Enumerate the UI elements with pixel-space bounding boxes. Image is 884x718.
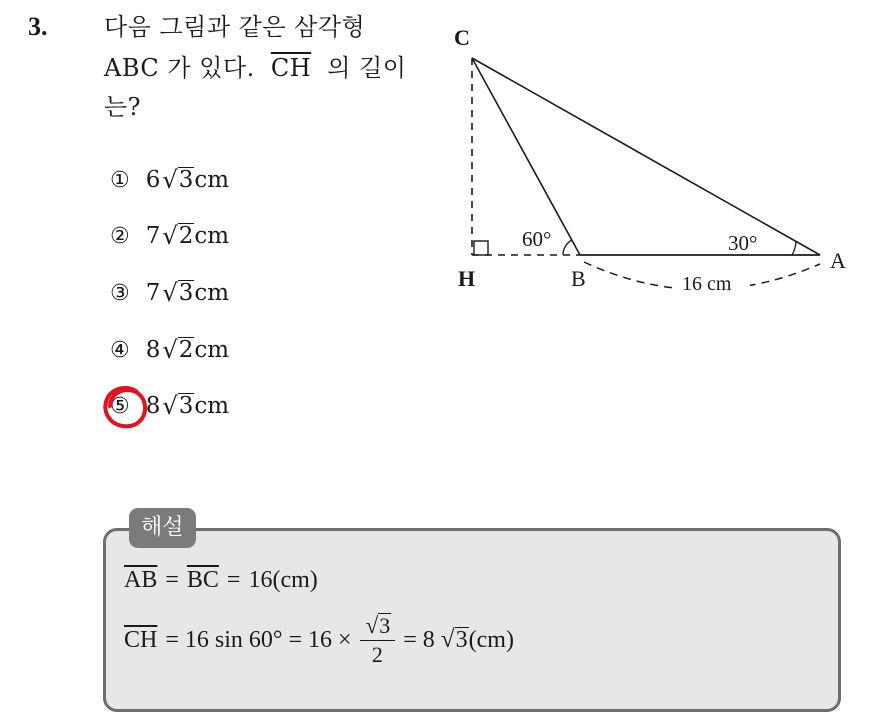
triangle-figure [446,18,856,308]
vertex-label-h: H [458,266,476,291]
question-text-line2 [104,51,406,85]
question-number: 3. [28,12,48,41]
choice-mark: ④ [110,337,130,363]
explanation-tag: 해설 [129,508,196,548]
segment-ch: $\overline{CH}$ [124,626,158,653]
vertex-label-a: A [830,248,846,273]
choice-coef: 8 [145,337,161,363]
equals-sign: = [165,567,179,593]
side-cb [472,58,580,255]
angle-label-a: 30° [728,231,758,255]
choice-coef: 7 [145,223,161,249]
choice-unit: cm [194,223,230,249]
choice-1[interactable] [110,166,229,194]
vertex-label-c: C [454,25,470,50]
choice-coef: 6 [145,167,161,193]
radical-sign: √ [162,166,178,194]
angle-label-b: 60° [522,227,552,251]
question-text-prefix: ABC 가 있다. [104,54,255,82]
choice-mark: ⑤ [110,393,130,419]
result-unit: (cm) [468,626,514,653]
choice-4[interactable] [110,336,229,364]
choice-mark: ③ [110,280,130,306]
value-ab: 16(cm) [248,567,318,593]
question-text-line1: 다음 그림과 같은 삼각형 [104,13,366,41]
fraction-denominator: 2 [371,642,383,667]
fraction-sqrt3-over-2 [360,612,396,668]
result-radicand: 3 [455,626,468,653]
choice-radicand: 3 [178,167,194,194]
choice-mark: ① [110,167,130,193]
segment-ab: $\overline{AB}$ [124,567,158,593]
choice-radicand: 2 [178,337,194,364]
radical-sign: √ [162,392,178,420]
explanation-equation-2 [124,612,514,668]
fraction-radicand: 3 [379,613,391,638]
choice-3[interactable] [110,279,229,307]
choice-coef: 8 [145,393,161,419]
segment-bc: $\overline{BC}$ [186,567,219,593]
radical-sign: √ [162,336,178,364]
equation-middle: = 16 sin 60° = 16 × [165,626,352,653]
angle-arc-a [792,241,796,255]
segment-ch-label: $\overline{CH}$ [270,54,312,82]
answer-circle-mark [101,382,151,432]
choice-radicand: 3 [178,393,194,420]
choice-unit: cm [194,337,230,363]
radical-sign: √ [440,626,455,653]
length-label-ab: 16 cm [682,273,732,295]
side-ca [472,58,820,255]
choice-unit: cm [194,167,230,193]
explanation-equation-1 [124,567,318,594]
question-text-suffix: 의 길이 [327,54,407,82]
choice-2[interactable] [110,222,229,250]
question-text-line3: 는? [104,93,142,121]
equation-result-coef: = 8 [403,626,435,653]
fraction-numerator [360,612,396,641]
choice-mark: ② [110,223,130,249]
choice-coef: 7 [145,280,161,306]
vertex-label-b: B [571,266,586,291]
radical-sign: √ [162,222,178,250]
choice-radicand: 2 [178,223,194,250]
angle-arc-b [563,240,572,255]
choice-unit: cm [194,280,230,306]
choice-unit: cm [194,393,230,419]
radical-sign: √ [162,279,178,307]
right-angle-mark [474,241,488,255]
choice-radicand: 3 [178,280,194,307]
radical-sign: √ [365,612,379,638]
equals-sign: = [226,567,241,593]
